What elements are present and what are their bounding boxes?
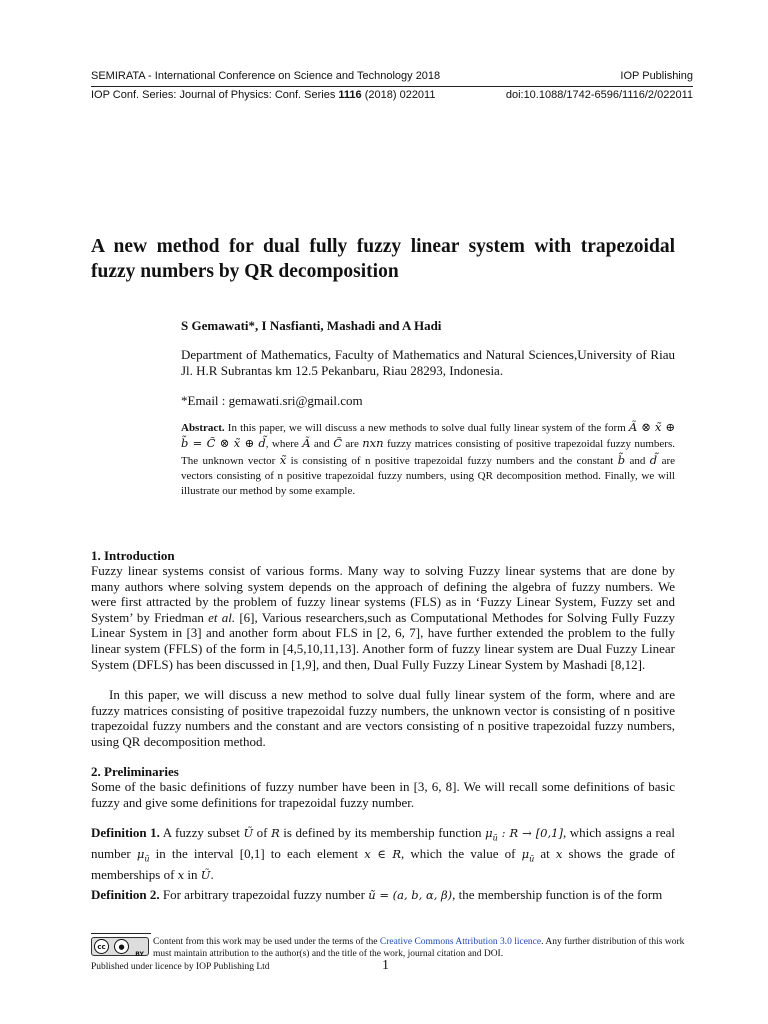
paragraph-text: is defined by its membership function — [279, 825, 486, 840]
page-number: 1 — [382, 958, 389, 973]
paragraph-text: , the membership function is of the form — [452, 887, 663, 902]
math-subscript: ũ — [529, 854, 535, 864]
intro-paragraph-2: In this paper, we will discuss a new method to solve dual fully linear system of the form, where and are fuzzy matrices consisting of positive trapezoidal fuzzy numbers, the unknown vector is consisting of n positive trapezoidal fuzzy numbers and the constant and are vectors consisting of n positive trapezoidal fuzzy numbers, using QR decomposition method. — [91, 687, 675, 749]
section-heading-introduction: 1. Introduction — [91, 548, 175, 563]
paragraph-text: [6], Various researchers,such as Computational Methodes for Solving Fully Fuzzy Linear System in [3] and another form about FLS in [2, 6, 7], have further extended the problem to the fully linear system (FFLS) of the form in [4,5,10,11,13]. Another form of fuzzy linear system are Dual Fuzzy Linear System (DFLS) has been discussed in [1,9], and then, Dual Fully Fuzzy Linear System by Mashadi [8,12]. — [91, 609, 675, 672]
abstract — [181, 420, 675, 499]
paragraph-text: of — [253, 825, 272, 840]
abstract-text: In this paper, we will discuss a new methods to solve dual fully linear system of the form — [224, 422, 629, 434]
abstract-text: are vectors consisting of n positive trapezoidal fuzzy numbers, using QR decomposition method. Finally, we will illustrate our method by some example. — [181, 454, 676, 498]
creative-commons-badge[interactable] — [91, 937, 149, 956]
paragraph-text: , which the value of — [401, 846, 522, 862]
by-label: BY — [135, 951, 144, 958]
running-header — [91, 70, 693, 82]
matrix-symbol: Ã — [302, 436, 311, 451]
licence-link[interactable]: Creative Commons Attribution 3.0 licence — [379, 937, 542, 947]
definition-label: Definition 1. — [91, 825, 160, 840]
abstract-text: and — [625, 454, 650, 467]
definition-1 — [91, 825, 675, 884]
math-symbol: : R → [0,1] — [497, 826, 563, 840]
math-symbol: R — [271, 826, 280, 840]
math-symbol: x — [555, 847, 563, 862]
math-symbol: ũ = (a, b, α, β) — [368, 888, 453, 902]
abstract-text: fuzzy matrices consisting of positive trapezoidal fuzzy numbers. The unknown vector — [181, 438, 675, 467]
series-suffix: (2018) 022011 — [361, 89, 436, 101]
license-footer — [91, 937, 693, 960]
license-text-part: Content from this work may be used under the terms of the — [153, 937, 380, 947]
section-heading-preliminaries: 2. Preliminaries — [91, 764, 179, 779]
matrix-symbol: C̃ — [333, 436, 343, 451]
footer-rule — [91, 933, 151, 934]
math-symbol: x — [177, 868, 185, 883]
math-symbol: μ — [136, 847, 145, 862]
abstract-text: is consisting of n positive trapezoidal fuzzy numbers and the constant — [286, 454, 618, 467]
paragraph-text: et al. — [208, 609, 236, 625]
paragraph-text: shows the grade of memberships of — [91, 846, 676, 883]
paragraph-text: in — [184, 867, 201, 883]
prelim-paragraph: Some of the basic definitions of fuzzy number have been in [3, 6, 8]. We will recall some definitions of basic fuzzy and give some definitions for trapezoidal fuzzy number. — [91, 779, 675, 810]
series-prefix: IOP Conf. Series: Journal of Physics: Conf. Series — [91, 89, 339, 101]
author-list: S Gemawati*, I Nasfianti, Mashadi and A Hadi — [181, 318, 442, 333]
vector-symbol: b̃ — [617, 452, 626, 467]
paragraph-text: . — [210, 867, 214, 883]
vector-symbol: d̃ — [649, 452, 658, 467]
abstract-equation: Ã ⊗ x̃ ⊕ b̃ = C̃ ⊗ x̃ ⊕ d̃ — [181, 420, 675, 451]
license-text-part: . Any further distribution of this work must maintain attribution to the author(s) and the title of the work, journal citation and DOI. — [153, 937, 685, 959]
definition-2 — [91, 887, 675, 904]
paper-title: A new method for dual fully fuzzy linear system with trapezoidal fuzzy numbers by QR decomposition — [91, 236, 675, 282]
abstract-text: and — [310, 438, 334, 451]
series-line — [91, 89, 693, 101]
person-icon: ● — [114, 939, 129, 954]
header-rule — [91, 86, 693, 87]
math-symbol: μ — [521, 847, 530, 862]
abstract-text: , where — [265, 438, 303, 451]
affiliation: Department of Mathematics, Faculty of Mathematics and Natural Sciences,University of Riau Jl. H.R Subrantas km 12.5 Pekanbaru, Riau 28293, Indonesia. — [181, 347, 675, 378]
abstract-label: Abstract. — [181, 422, 225, 434]
publisher-notice: Published under licence by IOP Publishing Ltd — [91, 962, 270, 972]
conference-name: SEMIRATA - International Conference on Science and Technology 2018 — [91, 70, 441, 82]
math-subscript: ũ — [144, 854, 150, 864]
definition-label: Definition 2. — [91, 887, 160, 902]
publisher-name: IOP Publishing — [620, 70, 693, 82]
license-text — [153, 937, 693, 960]
dimension-symbol: nxn — [362, 436, 384, 451]
paragraph-text: For arbitrary trapezoidal fuzzy number — [159, 887, 369, 902]
intro-paragraph-1 — [91, 563, 675, 672]
paragraph-text: in the interval [0,1] to each element — [149, 846, 365, 862]
contact-email[interactable]: *Email : gemawati.sri@gmail.com — [181, 393, 363, 408]
paragraph-text: Fuzzy linear systems consist of various forms. Many way to solving Fuzzy linear systems that are done by many authors where solving system depends on the approach of defining the algebra of fuzzy numbers. We were first attracted by the problem of fuzzy linear systems (FLS) as in ‘Fuzzy Linear System, Fuzzy set and System’ by Friedman — [91, 563, 675, 625]
math-symbol: x ∈ R — [364, 847, 402, 862]
math-symbol: μ — [485, 826, 493, 840]
paragraph-text: at — [534, 846, 556, 862]
paragraph-text: , which assigns a real number — [91, 825, 675, 862]
paragraph-text: A fuzzy subset — [159, 825, 244, 840]
cc-icon: cc — [94, 939, 109, 954]
volume-number: 1116 — [338, 89, 362, 101]
doi-link[interactable]: doi:10.1088/1742-6596/1116/2/022011 — [505, 89, 693, 101]
math-symbol: Ũ — [200, 868, 211, 883]
vector-symbol: x̃ — [279, 452, 287, 467]
math-symbol: Ũ — [243, 826, 254, 840]
math-subscript: ũ — [492, 833, 498, 843]
abstract-text: are — [342, 438, 363, 451]
